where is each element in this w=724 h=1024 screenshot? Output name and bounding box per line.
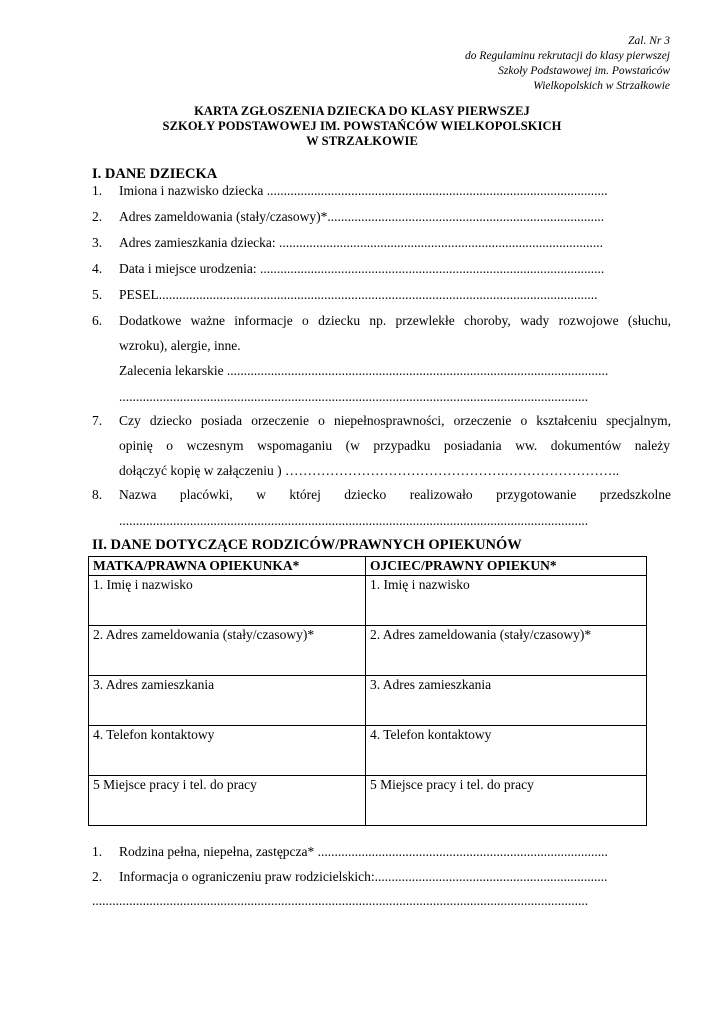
item-text: Adres zamieszkania dziecka: ................................................................................................ (119, 235, 604, 250)
item-number: 5. (92, 287, 103, 302)
annex-number: Zal. Nr 3 (628, 35, 670, 47)
field-medical-recommendations-cont: ........................................................................................................................................... (119, 389, 589, 404)
item-text: Adres zameldowania (stały/czasowy)*.................................................................................. (119, 209, 605, 224)
item-number: 1. (92, 183, 103, 198)
field-child-health-info: Dodatkowe ważne informacje o dziecku np. przewlekłe choroby, wady rozwojowe (słuchu, (119, 313, 671, 328)
field-family-type (92, 844, 645, 860)
item-text: Data i miejsce urodzenia: ...................................................................................................... (119, 261, 605, 276)
annex-line: Wielkopolskich w Strzałkowie (533, 80, 670, 92)
father-name-cell[interactable]: 1. Imię i nazwisko (366, 576, 647, 626)
field-disability-certificate-cont: dołączyć kopię w załączeniu ) ………………………………………….…………………….. (119, 463, 620, 478)
father-residence-address-cell[interactable]: 3. Adres zamieszkania (366, 676, 647, 726)
field-preschool-name-cont: ........................................................................................................................................... (119, 513, 589, 528)
section-heading-child: I. DANE DZIECKA (92, 166, 218, 182)
section-heading-parents: II. DANE DOTYCZĄCE RODZICÓW/PRAWNYCH OPIEKUNÓW (92, 537, 522, 553)
item-text: Imiona i nazwisko dziecka ..................................................................................................... (119, 183, 608, 198)
field-child-pesel (92, 287, 645, 303)
field-preschool-name: Nazwa placówki, w której dziecko realizowało przygotowanie przedszkolne (119, 487, 671, 502)
table-row (89, 626, 647, 676)
field-child-registered-address (92, 209, 645, 225)
father-registered-address-cell[interactable]: 2. Adres zameldowania (stały/czasowy)* (366, 626, 647, 676)
field-disability-certificate: Czy dziecko posiada orzeczenie o niepełnosprawności, orzeczenie o kształceniu specjalnym, (119, 413, 671, 428)
mother-name-cell[interactable]: 1. Imię i nazwisko (89, 576, 366, 626)
father-phone-cell[interactable]: 4. Telefon kontaktowy (366, 726, 647, 776)
field-child-birth (92, 261, 645, 277)
table-row (89, 776, 647, 826)
annex-note (465, 34, 670, 94)
field-parental-rights-cont: ................................................................................................................................................... (92, 893, 589, 908)
mother-phone-cell[interactable]: 4. Telefon kontaktowy (89, 726, 366, 776)
item-number: 2. (92, 869, 103, 884)
mother-registered-address-cell[interactable]: 2. Adres zameldowania (stały/czasowy)* (89, 626, 366, 676)
item-number: 2. (92, 209, 103, 224)
title-line: W STRZAŁKOWIE (306, 134, 418, 148)
item-number: 4. (92, 261, 103, 276)
item-number: 6. (92, 313, 103, 328)
item-text: Informacja o ograniczeniu praw rodzicielskich:..................................................................... (119, 869, 608, 884)
column-header-father: OJCIEC/PRAWNY OPIEKUN* (366, 557, 647, 576)
table-row (89, 676, 647, 726)
item-number: 8. (92, 487, 103, 502)
document-title (0, 104, 724, 149)
field-child-health-info-cont: wzroku), alergie, inne. (119, 338, 241, 353)
annex-line: Szkoły Podstawowej im. Powstańców (498, 65, 670, 77)
title-line: KARTA ZGŁOSZENIA DZIECKA DO KLASY PIERWSZEJ (194, 104, 530, 118)
field-medical-recommendations: Zalecenia lekarskie ................................................................................................................. (119, 363, 609, 378)
annex-line: do Regulaminu rekrutacji do klasy pierwszej (465, 50, 670, 62)
table-row (89, 726, 647, 776)
column-header-mother: MATKA/PRAWNA OPIEKUNKA* (89, 557, 366, 576)
mother-residence-address-cell[interactable]: 3. Adres zamieszkania (89, 676, 366, 726)
father-workplace-cell[interactable]: 5 Miejsce pracy i tel. do pracy (366, 776, 647, 826)
field-child-name (92, 183, 645, 199)
parents-table (88, 556, 647, 826)
table-header-row (89, 557, 647, 576)
table-row (89, 576, 647, 626)
field-parental-rights (92, 869, 645, 885)
mother-workplace-cell[interactable]: 5 Miejsce pracy i tel. do pracy (89, 776, 366, 826)
item-number: 3. (92, 235, 103, 250)
item-text: PESEL.................................................................................................................................. (119, 287, 598, 302)
item-text: Rodzina pełna, niepełna, zastępcza* ...................................................................................... (119, 844, 608, 859)
field-disability-certificate-cont: opinię o wczesnym wspomaganiu (w przypadku posiadania ww. dokumentów należy (119, 438, 670, 453)
item-number: 7. (92, 413, 103, 428)
title-line: SZKOŁY PODSTAWOWEJ IM. POWSTAŃCÓW WIELKOPOLSKICH (162, 119, 562, 133)
field-child-residence-address (92, 235, 645, 251)
item-number: 1. (92, 844, 103, 859)
